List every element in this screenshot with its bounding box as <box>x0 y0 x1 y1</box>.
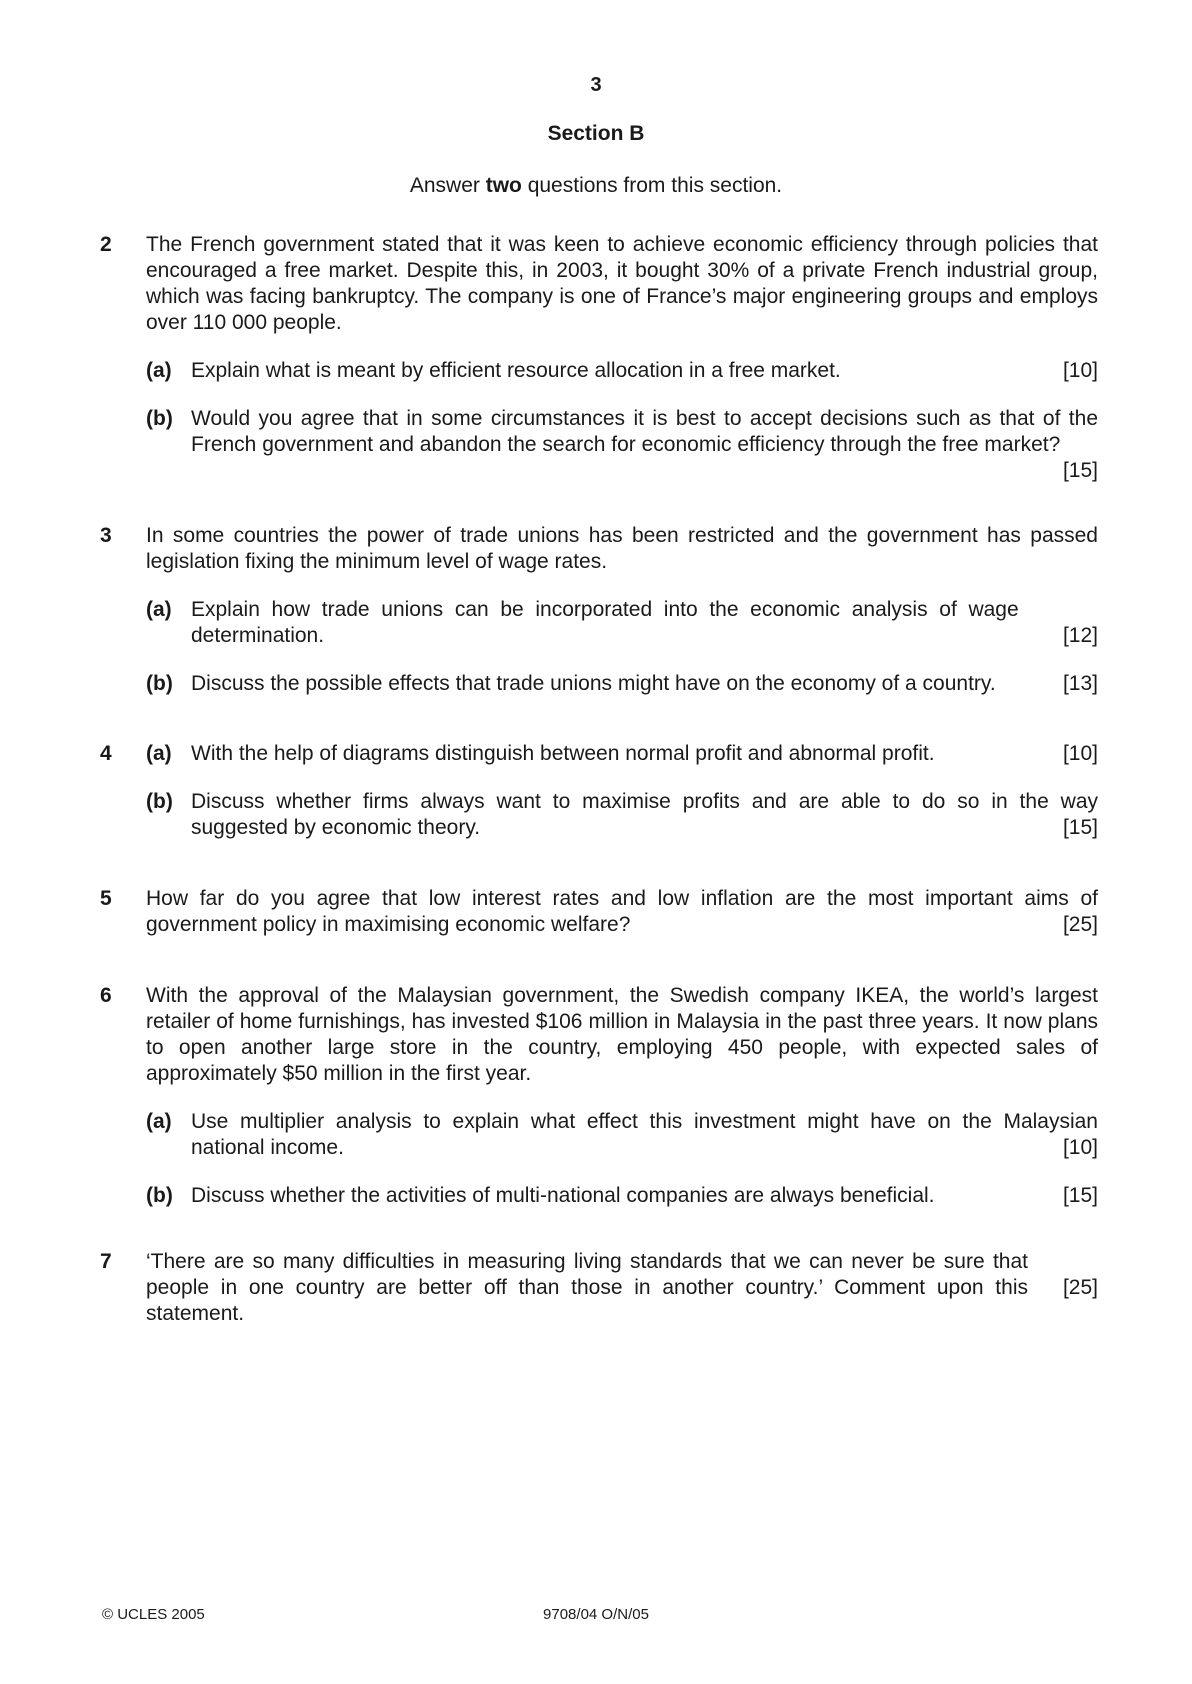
part-label: (b) <box>146 672 173 695</box>
page-number: 3 <box>590 74 602 96</box>
question-2 <box>100 232 1098 484</box>
question-number: 6 <box>100 984 112 1007</box>
part-text: Discuss whether the activities of multi-national companies are always beneficial. <box>191 1184 935 1207</box>
marks: [25] <box>1062 913 1098 936</box>
question-part <box>146 358 1098 384</box>
part-label: (a) <box>146 742 172 765</box>
part-text: Discuss the possible effects that trade unions might have on the economy of a country. <box>191 672 996 695</box>
question-part: (a) Explain how trade unions can be incorporated into the economic analysis of wage determination. [12] <box>146 598 1098 647</box>
question-text: In some countries the power of trade unions has been restricted and the government has passed legislation fixing the minimum level of wage rates. <box>146 524 1098 573</box>
part-label: (b) <box>146 407 173 430</box>
question-text: How far do you agree that low interest rates and low inflation are the most important aims of government policy in maximising economic welfare? <box>146 887 1098 936</box>
part-label: (a) <box>146 598 172 621</box>
instruction-before: Answer <box>409 174 486 197</box>
question-3 <box>100 523 1098 697</box>
question-text: With the approval of the Malaysian government, the Swedish company IKEA, the world’s largest retailer of home furnishings, has invested $106 million in Malaysia in the past three years. It now plans to open another large store in the country, employing 450 people, with expected sales of approximately $50 million in the first year. <box>146 984 1098 1085</box>
question-text: ‘There are so many difficulties in measuring living standards that we can never be sure that people in one country are better off than those in another country.’ Comment upon this statement. <box>146 1250 1028 1325</box>
question-text: The French government stated that it was keen to achieve economic efficiency through policies that encouraged a free market. Despite this, in 2003, it bought 30% of a private French industrial group, which was facing bankruptcy. The company is one of France’s major engineering groups and employs over 110 000 people. <box>146 233 1098 334</box>
part-text: Explain what is meant by efficient resource allocation in a free market. <box>191 359 841 382</box>
marks: [10] <box>1062 359 1098 382</box>
question-number: 7 <box>100 1250 112 1273</box>
marks: [15] <box>1062 816 1098 839</box>
marks: [15] <box>1062 1184 1098 1207</box>
question-part <box>146 1183 1098 1209</box>
question-5 <box>100 886 1098 938</box>
question-number: 4 <box>100 742 112 765</box>
question-4 <box>100 741 1098 841</box>
question-6 <box>100 983 1098 1209</box>
question-part <box>146 741 1098 767</box>
part-label: (a) <box>146 359 172 382</box>
marks: [13] <box>1062 672 1098 695</box>
instruction-bold: two <box>485 174 522 197</box>
marks: [25] <box>1062 1276 1098 1299</box>
question-part <box>146 789 1098 841</box>
question-number: 2 <box>100 233 112 256</box>
footer-code: 9708/04 O/N/05 <box>543 1606 649 1623</box>
question-part <box>146 671 1098 697</box>
instruction <box>0 174 1192 198</box>
question-number: 3 <box>100 524 112 547</box>
marks: [12] <box>1062 624 1098 647</box>
part-label: (b) <box>146 1184 173 1207</box>
part-text: With the help of diagrams distinguish between normal profit and abnormal profit. <box>191 742 935 765</box>
question-7 <box>100 1249 1098 1327</box>
instruction-after: questions from this section. <box>521 174 783 197</box>
marks: [10] <box>1062 742 1098 765</box>
marks: [10] <box>1062 1136 1098 1159</box>
marks: [15] <box>1062 459 1098 482</box>
part-text: Would you agree that in some circumstances it is best to accept decisions such as that of the French government and abandon the search for economic efficiency through the free market? <box>191 407 1098 456</box>
part-text: Discuss whether firms always want to maximise profits and are able to do so in the way suggested by economic theory. <box>191 790 1098 839</box>
part-text: Use multiplier analysis to explain what effect this investment might have on the Malaysian national income. <box>191 1110 1098 1159</box>
footer-copyright: © UCLES 2005 <box>102 1606 205 1623</box>
question-part <box>146 406 1098 484</box>
part-label: (b) <box>146 790 173 813</box>
question-part <box>146 1109 1098 1161</box>
question-number: 5 <box>100 887 112 910</box>
section-title: Section B <box>547 122 645 145</box>
part-label: (a) <box>146 1110 172 1133</box>
